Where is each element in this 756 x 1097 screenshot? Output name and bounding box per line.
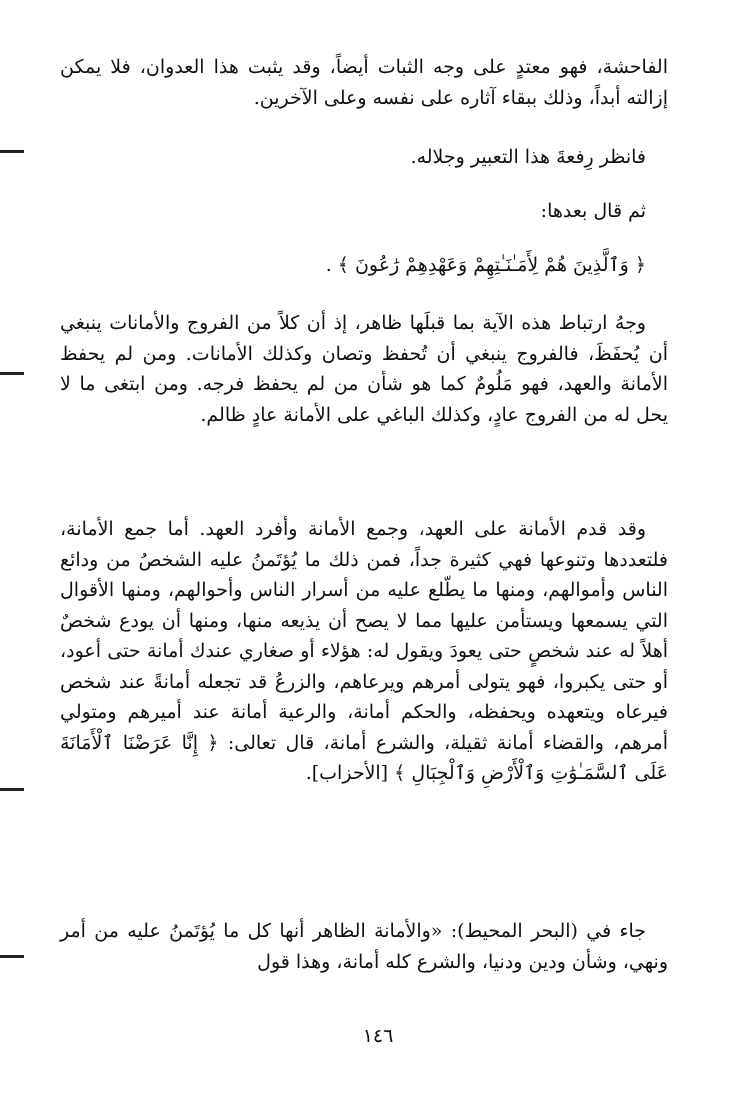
margin-mark [0, 372, 24, 375]
paragraph-1: الفاحشة، فهو معتدٍ على وجه الثبات أيضاً، وقد يثبت هذا العدوان، فلا يمكن إزالته أبداً، وذلك ببقاء آثاره على نفسه وعلى الآخرين. [60, 56, 668, 109]
paragraph-4: وجهُ ارتباط هذه الآية بما قبلَها ظاهر، إذ أن كلاً من الفروج والأمانات ينبغي أن يُحفَظَ، فالفروج ينبغي أن تُحفظ وتصان وكذلك الأمانات. ومن لم يحفظ الأمانة والعهد، فهو مَلُومٌ كما هو شأن من لم يحفظ فرجه. ومن ابتغى ما لا يحل له من الفروج عادٍ، وكذلك الباغي على الأمانة عادٍ ظالم. [60, 312, 669, 426]
paragraph-3: ثم قال بعدها: [540, 200, 646, 222]
margin-mark [0, 955, 24, 958]
page-number: ١٤٦ [362, 1025, 394, 1047]
paragraph-6: جاء في (البحر المحيط): «والأمانة الظاهر أنها كل ما يُؤتَمنُ عليه من أمر ونهي، وشأن ودين ودنيا، والشرع كله أمانة، وهذا قول [60, 920, 668, 973]
margin-mark [0, 150, 24, 153]
paragraph-5 [60, 514, 668, 789]
quran-verse-1: ﴿ وَٱلَّذِينَ هُمْ لِأَمَـٰنَـٰتِهِمْ وَعَهْدِهِمْ رَٰعُونَ ﴾ . [325, 254, 646, 276]
margin-mark [0, 788, 24, 791]
paragraph-5-text: وقد قدم الأمانة على العهد، وجمع الأمانة وأفرد العهد. أما جمع الأمانة، فلتعددها وتنوعها فهي كثيرة جداً، فمن ذلك ما يُؤتَمنُ عليه الشخصُ من ودائع الناس وأموالهم، ومنها ما يطّلع عليه من أسرار الناس وأحوالهم، ومنها الأقوال التي يسمعها ويستأمن عليها مما لا يصح أن يذيعه منها، ومنها أن يودع شخصٌ أهلاً له عند شخصٍ حتى يعودَ ويقول له: هؤلاء أو صغاري عندك أمانة حتى أعود، أو حتى يكبروا، فهو يتولى أمرهم ويرعاهم، والزرعُ قد تجعله أمانةً عند شخص فيرعاه ويتعهده ويحفظه، والحكم أمانة، والرعية أمانة عند أميرهم ومتولي أمرهم، والقضاء أمانة ثقيلة، والشرع أمانة، قال تعالى: [60, 518, 668, 754]
paragraph-2: فانظر رِفعةَ هذا التعبير وجلاله. [410, 146, 646, 168]
verse-reference: [الأحزاب]. [305, 762, 389, 784]
quran-verse-2: ﴿ إِنَّا عَرَضْنَا ٱلْأَمَانَةَ عَلَى ٱلسَّمَـٰوَٰتِ وَٱلْأَرْضِ وَٱلْجِبَالِ ﴾ [60, 731, 668, 784]
